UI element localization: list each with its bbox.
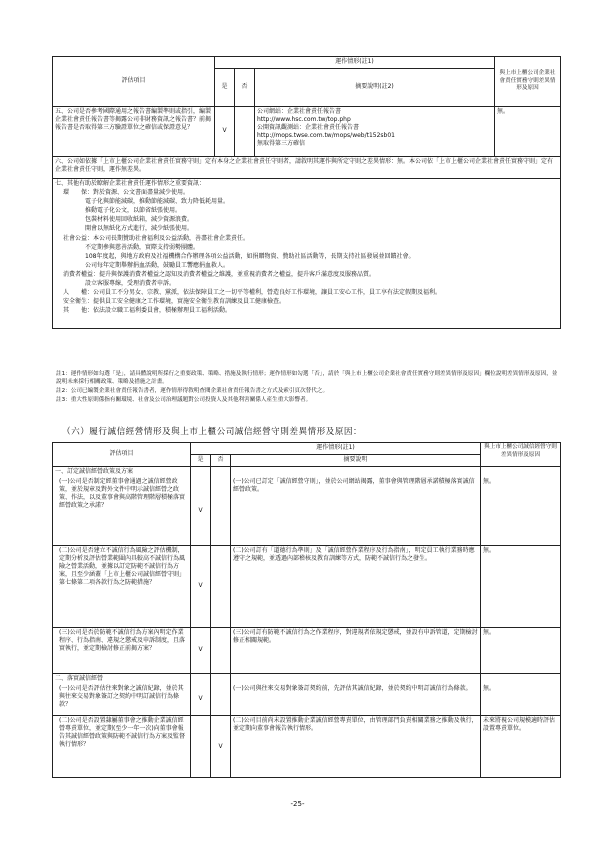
- note-2: 註2：公司已編製企業社會責任報告書者，運作情形得敘明查閱企業社會責任報告書之方式及索引頁次替代之。: [56, 387, 329, 394]
- header-status-2: 運作情形(註1): [191, 443, 481, 455]
- row7-text: 七、其他有助於瞭解企業社會責任運作情形之重要資訊： 環 保：對於資源、公文書面盡量減少使用。 電子化與節能減碳，推動節能減碳、致力降低耗用量。 推動電子化公文，以節省紙張使用。 包裝材料使用回收紙箱，減少資源浪費。 開會以無紙化方式進行，減少紙張使用。 社會公益：本公司長期贊助社會福利及公益活動，善盡社會企業責任。 不定期參與慈善活動，實際支持弱勢團體。 108年度起，與地方政府及社福機構合作辦理各項公益活動，如捐贈物資、贊助社區活動等，長期支持社區發展並回饋社會。 公司每年定期舉辦捐血活動，鼓勵員工響應捐血救人。 消費者權益：提升與保護消費者權益之認知及消費者權益之維護，並重視消費者之權益，提升客戶滿意度及服務品質。 設立客服專線，受理消費者申訴。 人 權：公司員工不分男女、宗教、黨派，依法保障員工之一切平等權利，營造良好工作環境，讓員工安心工作，員工享有法定假期及福利。 安全衛生：提供員工安全健康之工作環境，實施安全衛生教育訓練及員工健康檢查。 其 他：依法設立職工福利委員會，積極辦理員工福利活動。: [53, 179, 561, 329]
- page-number: -25-: [290, 800, 305, 808]
- row5-diff: 無。: [495, 107, 561, 157]
- header-summary-2: 摘要說明: [231, 455, 481, 467]
- header-status: 運作情形(註1): [215, 57, 495, 69]
- sec1-item-3-summary: (三)公司訂有防範不誠信行為之作業程序，對違規者依規定懲戒，並設有申訴管道，定期檢討修正相關規範。: [231, 627, 481, 673]
- note-3: 註3：重大性原則係指有關環境、社會及公司治理議題對公司投資人及其他利害關係人產生重大影響者。: [56, 396, 312, 403]
- sec1-item-3-diff: 無。: [481, 627, 561, 673]
- sec1-item-2-summary: (二)公司訂有「道德行為準則」及「誠信經營作業程序及行為指南」，明定員工執行業務時應遵守之規範，並透過內部稽核及教育訓練等方式，防範不誠信行為之發生。: [231, 545, 481, 627]
- sec1-title: 一、訂定誠信經營政策及方案: [53, 467, 191, 478]
- note-1: 註1：運作情形如勾選「是」，請具體說明所採行之重要政策、策略、措施及執行情形；運作情形如勾選「否」，請於「與上市上櫃公司企業社會責任實務守則差異情形及原因」欄位說明差異情形及原因，並說明未來採行相關政策、策略及措施之計畫。: [56, 371, 558, 385]
- header-diff: 與上市上櫃公司企業社會責任實務守則差異情形及原因: [495, 57, 561, 107]
- section-heading: （六）履行誠信經營情形及與上市上櫃公司誠信經營守則差異情形及原因：: [62, 427, 363, 437]
- header-summary: 摘要說明(註2): [255, 69, 495, 107]
- ethics-table: [52, 442, 561, 778]
- row5-item: 五、公司是否參考國際通用之報告書編製準則或指引，編製企業社會責任報告書等揭露公司非財務資訊之報告書？前揭報告書是否取得第三方驗證單位之確信或保證意見？: [53, 107, 215, 157]
- header-diff-2: 與上市上櫃公司誠信經營守則差異情形及原因: [481, 443, 561, 467]
- footnotes: [56, 371, 558, 406]
- row5-yes-mark: V: [215, 107, 235, 157]
- sec1-item-1-yes: V: [191, 477, 211, 545]
- header-eval-item: 評估項目: [53, 57, 215, 107]
- row6-text: 六、公司如依據「上市上櫃公司企業社會責任實務守則」定有本身之企業社會責任守則者，請敘明其運作與所定守則之差異情形：無。本公司依「上市上櫃公司企業社會責任實務守則」定有企業社會責任守則，運作無差異。: [53, 157, 561, 179]
- header-eval-item-2: 評估項目: [53, 443, 191, 467]
- sec2-item-1-summary: (一)公司與往來交易對象簽訂契約前，先評估其誠信紀錄，並於契約中明訂誠信行為條款。: [231, 684, 481, 716]
- sec2-item-2: (二)公司是否設置隸屬董事會之推動企業誠信經營專責單位，並定期(至少一年一次)向董事會報告其誠信經營政策與防範不誠信行為方案及監督執行情形？: [53, 716, 191, 778]
- sec1-item-1-summary: (一)公司已訂定「誠信經營守則」，並於公司網站揭露，董事會與管理階層承諾積極落實誠信經營政策。: [231, 477, 481, 545]
- sec1-item-3-yes: V: [191, 627, 211, 673]
- header-yes: 是: [215, 69, 235, 107]
- sec1-item-1-diff: 無。: [481, 477, 561, 545]
- row5-summary: 公司網站：企業社會責任報告書 http://www.hsc.com.tw/top.php 公開資訊觀測站：企業社會責任報告書 http://mops.twse.com.tw/mops/web/t152sb01 無取得第三方確信: [255, 107, 495, 157]
- sec2-title: 二、落實誠信經營: [53, 673, 191, 684]
- sec1-item-3: (三)公司是否於防範不誠信行為方案內明定作業程序、行為指南、違規之懲戒及申訴制度，且落實執行，並定期檢討修正前揭方案？: [53, 627, 191, 673]
- csr-table: [52, 56, 561, 329]
- header-no-2: 否: [211, 455, 231, 467]
- sec1-item-1: (一)公司是否制定經董事會通過之誠信經營政策，並於規章及對外文件中明示誠信經營之政策、作法，以及董事會與高階管理階層積極落實經營政策之承諾？: [53, 477, 191, 545]
- sec2-item-1: (一)公司是否評估往來對象之誠信紀錄，並於其與往來交易對象簽訂之契約中明訂誠信行為條款？: [53, 684, 191, 716]
- sec2-item-2-diff: 未來將視公司規模適時評估設置專責單位。: [481, 716, 561, 778]
- header-yes-2: 是: [191, 455, 211, 467]
- header-no: 否: [235, 69, 255, 107]
- sec2-item-1-yes: V: [191, 684, 211, 716]
- sec2-item-1-diff: 無。: [481, 684, 561, 716]
- sec2-item-2-summary: (二)公司目前尚未設置推動企業誠信經營專責單位，由管理部門負責相關業務之推動及執行，並定期向董事會報告執行情形。: [231, 716, 481, 778]
- sec1-item-2-diff: 無。: [481, 545, 561, 627]
- sec1-item-2-yes: V: [191, 545, 211, 627]
- sec1-item-2: (二)公司是否建立不誠信行為風險之評估機制，定期分析及評估營業範圍內具較高不誠信行為風險之營業活動，並據以訂定防範不誠信行為方案，且至少涵蓋「上市上櫃公司誠信經營守則」第七條第二項各款行為之防範措施？: [53, 545, 191, 627]
- sec2-item-2-no: V: [211, 716, 231, 778]
